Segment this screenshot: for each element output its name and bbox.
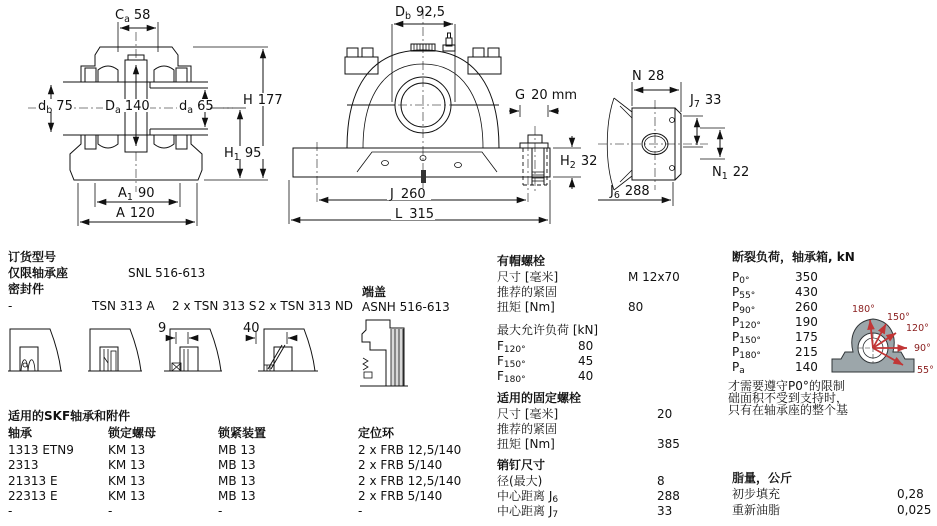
max-load-title: 最大允许负荷 [kN]	[497, 323, 599, 337]
fixing-rec-label: 推荐的紧固	[497, 422, 558, 436]
end-cover-label: 端盖	[362, 285, 387, 299]
ordering-housing-value: SNL 516-613	[128, 266, 206, 280]
p-row-5-value: 215	[795, 345, 818, 359]
angle-label-150: 150°	[887, 312, 910, 323]
bearings-header-3: 定位环	[358, 426, 395, 440]
end-cover-thumb	[360, 318, 412, 390]
fixing-torque-value: 385	[657, 437, 680, 451]
cap-bolts-size-value: M 12x70	[628, 270, 680, 284]
p-row-5-label: $P_{180^\circ}$	[732, 345, 761, 361]
bearings-header-1: 锁定螺母	[108, 426, 157, 440]
grease-row-1-label: 重新油脂	[732, 503, 781, 517]
angle-label-90: 90°	[914, 343, 931, 354]
dim-Db-label: $D_b$ 92,5	[395, 5, 445, 22]
pin-row-2-value: 33	[657, 504, 673, 518]
table-cell: -	[358, 504, 363, 518]
dim-A-label: A 120	[116, 206, 155, 221]
bearings-header-2: 锁紧装置	[218, 426, 267, 440]
dim-ca-label: $C_a$ 58	[115, 8, 151, 25]
fixing-torque-label: 扭矩 [Nm]	[497, 437, 555, 451]
seal-option-0: -	[8, 299, 13, 313]
seal-option-3: 2 x TSN 313 ND	[258, 299, 354, 313]
p-row-0-value: 350	[795, 270, 818, 284]
pin-row-1-value: 288	[657, 489, 680, 503]
f-row-2-label: $F_{180^\circ}$	[497, 369, 526, 385]
table-cell: -	[108, 504, 113, 518]
grease-row-1-value: 0,025	[897, 503, 932, 517]
dim-H2-label: $H_2$ 32	[560, 154, 598, 171]
table-cell: -	[218, 504, 223, 518]
ordering-housing-label: 仅限轴承座	[8, 266, 69, 280]
f-row-2-value: 40	[578, 369, 594, 383]
table-cell: KM 13	[108, 443, 146, 457]
seal-option-1: TSN 313 A	[92, 299, 155, 313]
table-cell: MB 13	[218, 489, 256, 503]
p-row-4-label: $P_{150^\circ}$	[732, 330, 761, 346]
dim-G-label: G 20 mm	[515, 88, 578, 103]
seal-s-dim: 9	[158, 321, 167, 336]
dim-J-label: J 260	[390, 187, 426, 202]
table-cell: 2 x FRB 5/140	[358, 458, 443, 472]
front-view-drawing	[283, 2, 613, 230]
seal-thumb-tsn-s	[148, 321, 224, 377]
f-row-1-value: 45	[578, 354, 594, 368]
breaking-load-title: 断裂负荷，轴承箱, kN	[732, 250, 855, 264]
p-row-2-label: $P_{90^\circ}$	[732, 300, 756, 316]
breaking-note-1: 础面积不受到支持时，	[728, 391, 849, 405]
p-row-0-label: $P_{0^\circ}$	[732, 270, 750, 286]
p-row-6-value: 140	[795, 360, 818, 374]
dim-N-label: N 28	[632, 69, 665, 84]
seal-thumb-standard	[8, 325, 64, 377]
p-row-1-value: 430	[795, 285, 818, 299]
seal-thumb-tsn-nd	[240, 321, 320, 377]
table-cell: 2 x FRB 12,5/140	[358, 443, 462, 457]
ordering-seals-label: 密封件	[8, 282, 45, 296]
dim-A1-label: $A_1$ 90	[118, 186, 155, 203]
f-row-0-label: $F_{120^\circ}$	[497, 339, 526, 355]
cap-bolts-title: 有帽螺栓	[497, 254, 546, 268]
p-row-3-value: 190	[795, 315, 818, 329]
fixing-size-value: 20	[657, 407, 673, 421]
table-cell: MB 13	[218, 474, 256, 488]
table-cell: KM 13	[108, 458, 146, 472]
dim-da-label: $d_a$ 65	[179, 99, 214, 116]
cap-bolts-torque-label: 扭矩 [Nm]	[497, 300, 555, 314]
p-row-4-value: 175	[795, 330, 818, 344]
pin-row-0-value: 8	[657, 474, 665, 488]
table-cell: 22313 E	[8, 489, 58, 503]
breaking-note-2: 只有在轴承座的整个基	[728, 403, 849, 417]
end-view-drawing	[598, 54, 748, 222]
dim-J7-label: $J_7$ 33	[690, 93, 722, 110]
cap-bolts-torque-value: 80	[628, 300, 644, 314]
pin-row-1-label: 中心距离 $J_6$	[497, 489, 559, 505]
p-row-2-value: 260	[795, 300, 818, 314]
table-cell: 2 x FRB 12,5/140	[358, 474, 462, 488]
cap-bolts-size-label: 尺寸 [毫米]	[497, 270, 559, 284]
f-row-0-value: 80	[578, 339, 594, 353]
seal-thumb-tsn-a	[88, 325, 144, 377]
pin-row-2-label: 中心距离 $J_7$	[497, 504, 559, 520]
table-cell: MB 13	[218, 443, 256, 457]
dim-Da-label: $D_a$ 140	[105, 99, 150, 116]
ordering-title: 订货型号	[8, 250, 57, 264]
table-cell: 2313	[8, 458, 39, 472]
grease-row-0-value: 0,28	[897, 487, 924, 501]
housing-front	[293, 33, 550, 183]
breaking-note-0: 才需要遵守P0°的限制	[728, 379, 845, 393]
table-cell: 21313 E	[8, 474, 58, 488]
angle-label-55: 55°	[917, 365, 934, 376]
cap-bolts-rec-label: 推荐的紧固	[497, 285, 558, 299]
fixing-size-label: 尺寸 [毫米]	[497, 407, 559, 421]
grease-title: 脂量，公斤	[732, 471, 793, 485]
dim-db-label: $d_b$ 75	[38, 99, 73, 116]
table-cell: MB 13	[218, 458, 256, 472]
table-cell: KM 13	[108, 489, 146, 503]
section-view-drawing	[28, 2, 288, 230]
angle-label-120: 120°	[906, 323, 929, 334]
table-cell: -	[8, 504, 13, 518]
dim-H-label: H 177	[243, 93, 283, 108]
pins-title: 销钉尺寸	[497, 458, 546, 472]
pin-row-0-label: 径(最大)	[497, 474, 543, 488]
grease-row-0-label: 初步填充	[732, 487, 781, 501]
angle-label-180: 180°	[852, 304, 875, 315]
seal-option-2: 2 x TSN 313 S	[172, 299, 257, 313]
f-row-1-label: $F_{150^\circ}$	[497, 354, 526, 370]
table-cell: KM 13	[108, 474, 146, 488]
table-cell: 2 x FRB 5/140	[358, 489, 443, 503]
load-direction-diagram	[830, 296, 937, 390]
dim-H1-label: $H_1$ 95	[224, 146, 262, 163]
p-row-1-label: $P_{55^\circ}$	[732, 285, 756, 301]
dim-N1-label: $N_1$ 22	[712, 165, 750, 182]
seal-nd-dim: 40	[243, 321, 260, 336]
bearings-header-0: 轴承	[8, 426, 33, 440]
fixing-bolts-title: 适用的固定螺栓	[497, 391, 582, 405]
table-cell: 1313 ETN9	[8, 443, 74, 457]
bearings-table-title: 适用的SKF轴承和附件	[8, 409, 131, 423]
dim-L-label: L 315	[395, 207, 435, 222]
end-cover-value: ASNH 516-613	[362, 300, 450, 314]
p-row-6-label: $P_a$	[732, 360, 745, 376]
dim-J6-label: $J_6$ 288	[610, 184, 650, 201]
p-row-3-label: $P_{120^\circ}$	[732, 315, 761, 331]
